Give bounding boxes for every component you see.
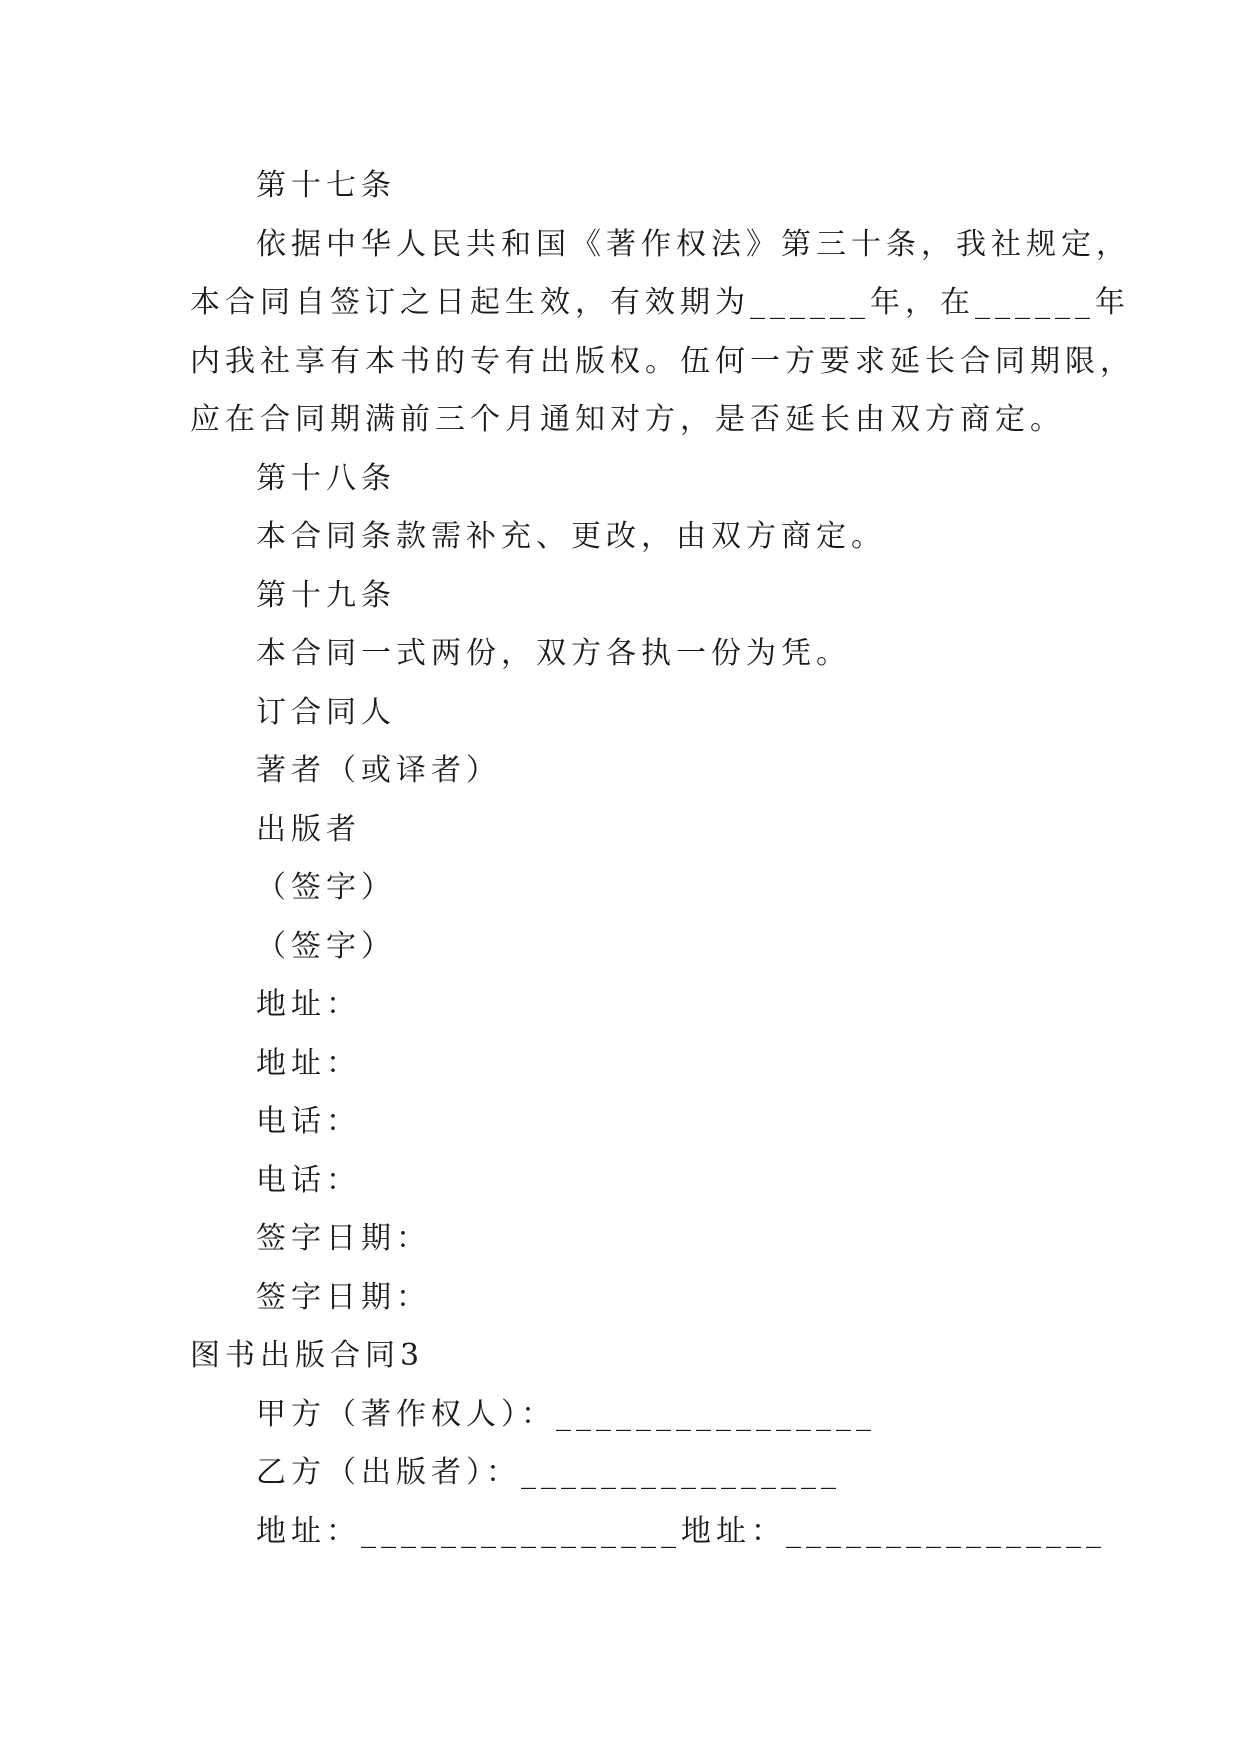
phone-label-2: 电话： <box>256 1163 361 1198</box>
article-19-text: 本合同一式两份，双方各执一份为凭。 <box>256 636 851 671</box>
phone-label-1: 电话： <box>256 1104 361 1139</box>
signature-label-2: （签字） <box>256 929 396 964</box>
address-label-2: 地址： <box>256 1046 361 1081</box>
contract-3-title: 图书出版合同3 <box>190 1338 425 1373</box>
article-17-heading: 第十七条 <box>256 168 396 203</box>
article-18-heading: 第十八条 <box>256 461 396 496</box>
address-label-1: 地址： <box>256 987 361 1022</box>
article-17-text-line-3: 内我社享有本书的专有出版权。伍何一方要求延长合同期限， <box>190 344 1135 379</box>
article-17-text-line-1: 依据中华人民共和国《著作权法》第三十条，我社规定， <box>256 227 1131 262</box>
signatories-heading: 订合同人 <box>256 695 396 730</box>
signature-label-1: （签字） <box>256 870 396 905</box>
party-b-line: 乙方（出版者）：________________ <box>256 1455 841 1490</box>
article-18-text: 本合同条款需补充、更改，由双方商定。 <box>256 519 886 554</box>
article-19-heading: 第十九条 <box>256 578 396 613</box>
sign-date-label-2: 签字日期： <box>256 1280 431 1315</box>
article-17-text-line-4: 应在合同期满前三个月通知对方，是否延长由双方商定。 <box>190 402 1065 437</box>
sign-date-label-1: 签字日期： <box>256 1221 431 1256</box>
author-label: 著者（或译者） <box>256 753 501 788</box>
address-line: 地址：________________地址：________________ <box>256 1514 1106 1549</box>
party-a-line: 甲方（著作权人）：________________ <box>256 1397 876 1432</box>
article-17-text-line-2: 本合同自签订之日起生效，有效期为______年，在______年 <box>190 285 1130 320</box>
publisher-label: 出版者 <box>256 812 361 847</box>
